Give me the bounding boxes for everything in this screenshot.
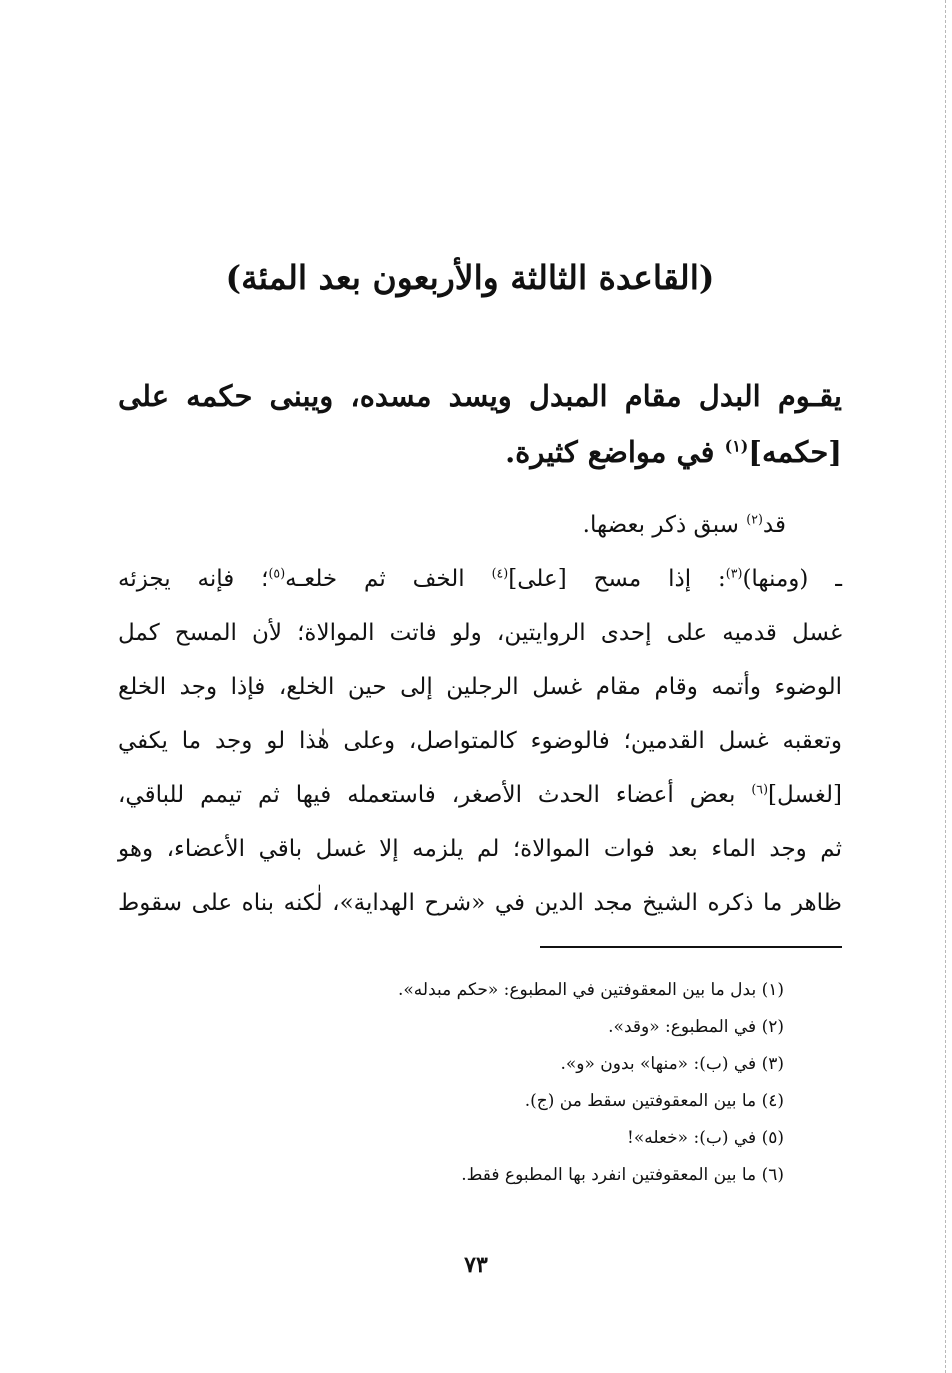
footnote-ref-1[interactable]: (١) [724, 436, 749, 456]
footnote-ref-3[interactable]: (٣) [725, 565, 743, 581]
scan-edge-dotted-line [945, 0, 946, 1373]
body-line-3: الوضوء وأتمه وقام مقام غسل الرجلين إلى حين الخلع، فإذا وجد الخلع [118, 674, 842, 700]
body-line-7: ظاهر ما ذكره الشيخ مجد الدين في «شرح الهداية»، لٰكنه بناه على سقوط [118, 890, 842, 916]
footnote-5: (٥) في (ب): «خعله»! [626, 1128, 784, 1148]
body-line-intro [118, 498, 842, 552]
footnote-1: (١) بدل ما بين المعقوفتين في المطبوع: «حكم مبدله». [397, 980, 784, 1000]
body-line-1 [118, 552, 842, 606]
body-text-fragment: قد [762, 512, 786, 538]
rule-heading: (القاعدة الثالثة والأربعون بعد المئة) [225, 258, 715, 297]
body-text-fragment: الخف ثم خلعـه [285, 566, 492, 592]
rule-line-1: يقـوم البدل مقام المبدل ويسد مسده، ويبنى حكمه على [118, 379, 842, 413]
body-text-fragment: ؛ فإنه يجزئه [118, 566, 269, 592]
footnote-ref-2[interactable]: (٢) [746, 511, 763, 527]
footnote-2: (٢) في المطبوع: «وقد». [608, 1017, 784, 1037]
body-text-fragment: [لغسل] [768, 782, 842, 808]
footnote-4: (٤) ما بين المعقوفتين سقط من (ج). [524, 1091, 784, 1111]
footnote-6: (٦) ما بين المعقوفتين انفرد بها المطبوع فقط. [461, 1165, 784, 1185]
footnote-ref-6[interactable]: (٦) [751, 781, 768, 797]
footnotes-section [200, 972, 784, 1194]
body-text-fragment: ـ (ومنها) [742, 566, 842, 592]
footnote-ref-4[interactable]: (٤) [491, 565, 509, 581]
body-text-fragment: : إذا مسح [على] [508, 566, 726, 592]
footnote-3: (٣) في (ب): «منها» بدون «و». [560, 1054, 784, 1074]
footnote-divider [540, 946, 842, 948]
rule-line-2 [118, 424, 842, 480]
body-text-fragment: بعض أعضاء الحدث الأصغر، فاستعمله فيها ثم تيمم للباقي، [118, 782, 752, 808]
body-line-4: وتعقبه غسل القدمين؛ فالوضوء كالمتواصل، وعلى هٰذا لو وجد ما يكفي [118, 728, 842, 754]
footnote-ref-5[interactable]: (٥) [268, 565, 286, 581]
body-text-fragment: سبق ذكر بعضها. [582, 512, 747, 538]
body-paragraphs [118, 498, 842, 930]
rule-bracketed-word: [حكمه] [748, 435, 842, 469]
body-line-6: ثم وجد الماء بعد فوات الموالاة؛ لم يلزمه إلا غسل باقي الأعضاء، وهو [118, 836, 842, 862]
page-number: ٧٣ [464, 1252, 488, 1278]
rule-statement [118, 368, 842, 480]
body-line-5 [118, 768, 842, 822]
body-line-2: غسل قدميه على إحدى الروايتين، ولو فاتت الموالاة؛ لأن المسح كمل [118, 620, 842, 646]
rule-line-2-rest: في مواضع كثيرة. [505, 435, 725, 469]
